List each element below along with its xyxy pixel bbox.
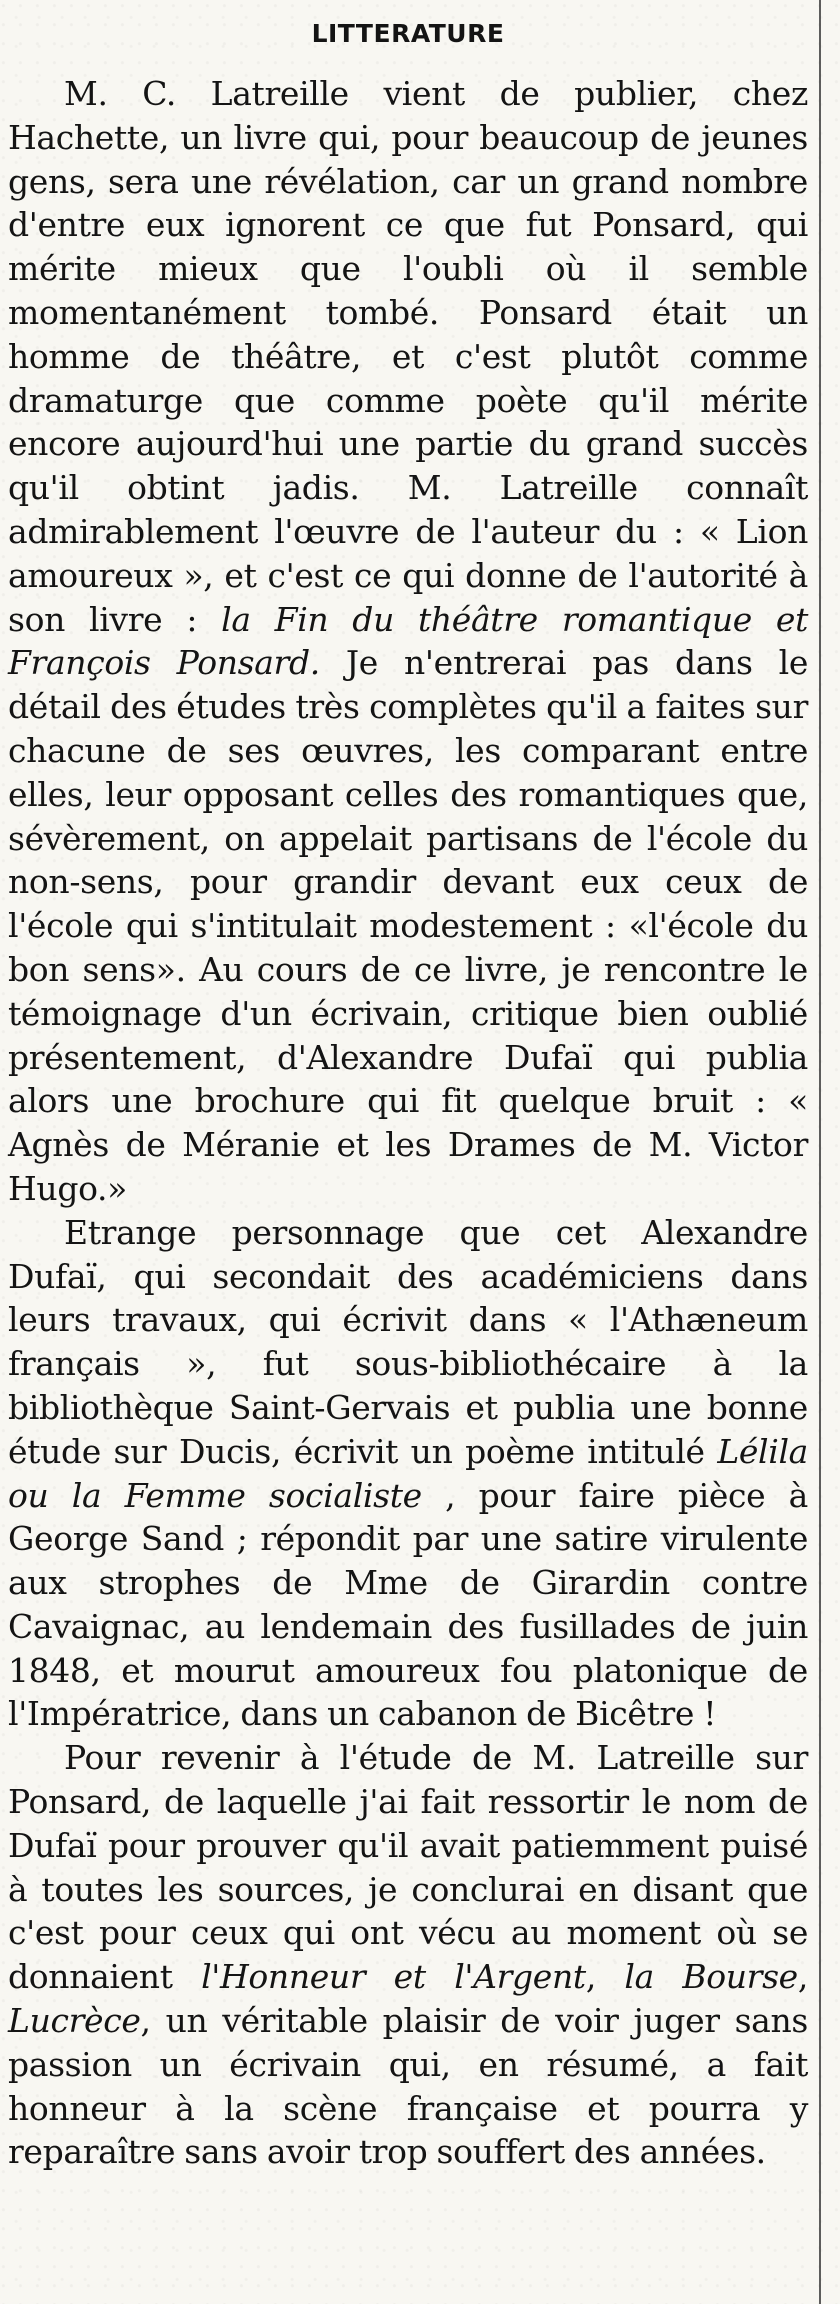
play-title-bourse: la Bourse [624, 1957, 798, 1997]
paragraph-1-text-b: Je n'entrerai pas dans le détail des études très complètes qu'il a faites sur chacune de ses œuvres, les comparant entre elles, leur opposant celles des romantiques que, sévèrement, on appelait partisans de l'école du non-sens, pour grandir devant eux ceux de l'école qui s'intitulait modestement : «l'école du bon sens». Au cours de ce livre, je rencontre le témoignage d'un écrivain, critique bien oublié présentement, d'Alexandre Dufaï qui publia alors une brochure qui fit quelque bruit : « Agnès de Méranie et les Drames de M. Victor Hugo.» [8, 643, 808, 1208]
paragraph-3-text-b: , un véritable plaisir de voir juger sans passion un écrivain qui, en résumé, a fait honneur à la scène française et pourra y reparaître sans avoir trop souffert des années. [8, 2001, 808, 2172]
book-title: la Fin du théâtre romantique et François Ponsard. [8, 599, 809, 683]
paragraph-2-text-a: Etrange personnage que cet Alexandre Dufaï, qui secondait des académiciens dans leurs travaux, qui écrivit dans « l'Athæneum français », fut sous-bibliothécaire à la bibliothèque Saint-Gervais et publia une bonne étude sur Ducis, écrivit un poème intitulé [8, 1212, 808, 1471]
play-title-honneur: l'Honneur et l'Argent [201, 1957, 586, 1997]
section-heading: LITTERATURE [311, 19, 505, 48]
paragraph-3 [8, 1736, 808, 2174]
paragraph-2-text-b: , pour faire pièce à George Sand ; répondit par une satire virulente aux strophes de Mme de Girardin contre Cavaignac, au lendemain des fusillades de juin 1848, et mourut amoureux fou platonique de l'Impératrice, dans un cabanon de Bicêtre ! [8, 1475, 808, 1734]
paragraph-3-sep-2: , [797, 1957, 809, 1997]
poem-title: Lélila ou la Femme socialiste [8, 1431, 808, 1515]
paragraph-3-text-a: Pour revenir à l'étude de M. Latreille sur Ponsard, de laquelle j'ai fait ressortir le nom de Dufaï pour prouver qu'il avait patiemment puisé à toutes les sources, je conclurai en disant que c'est pour ceux qui ont vécu au moment où se donnaient [8, 1738, 808, 1997]
paragraph-3-sep-1: , [585, 1957, 625, 1997]
paragraph-1 [8, 72, 808, 1211]
paragraph-1-text-a: M. C. Latreille vient de publier, chez Hachette, un livre qui, pour beaucoup de jeunes gens, sera une révélation, car un grand nombre d'entre eux ignorent ce que fut Ponsard, qui mérite mieux que l'oubli où il semble momentanément tombé. Ponsard était un homme de théâtre, et c'est plutôt comme dramaturge que comme poète qu'il mérite encore aujourd'hui une partie du grand succès qu'il obtint jadis. M. Latreille connaît admirablement l'œuvre de l'auteur du : « Lion amoureux », et c'est ce qui donne de l'autorité à son livre : [8, 74, 808, 639]
play-title-lucrece: Lucrèce [8, 2001, 141, 2041]
column-rule [819, 0, 821, 2304]
paragraph-2 [8, 1211, 808, 1737]
literature-article [8, 12, 808, 2174]
